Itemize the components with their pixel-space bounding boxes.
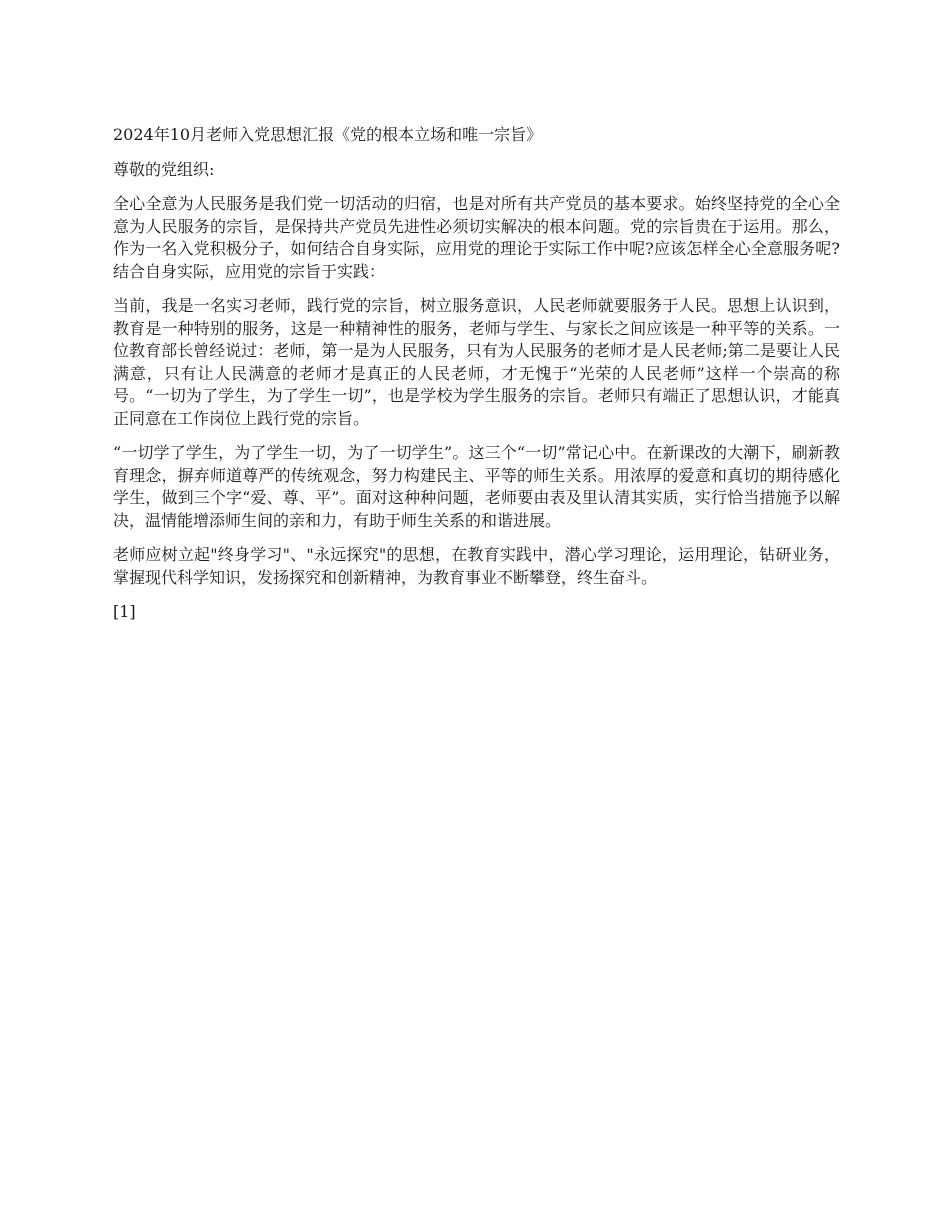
paragraph-3: “一切学了学生，为了学生一切，为了一切学生”。这三个“一切”常记心中。在新课改的大潮下，刷新教育理念，摒弃师道尊严的传统观念，努力构建民主、平等的师生关系。用浓厚的爱意和真切的期待感化学生，做到三个字“爱、尊、平”。面对这种种问题，老师要由表及里认清其实质，实行恰当措施予以解决，温情能增添师生间的亲和力，有助于师生关系的和谐进展。 xyxy=(113,443,840,530)
salutation: 尊敬的党组织: xyxy=(113,159,215,179)
paragraph-1: 全心全意为人民服务是我们党一切活动的归宿，也是对所有共产党员的基本要求。始终坚持党的全心全意为人民服务的宗旨，是保持共产党员先进性必须切实解决的根本问题。党的宗旨贵在于运用。那么，作为一名入党积极分子，如何结合自身实际，应用党的理论于实际工作中呢?应该怎样全心全意服务呢?结合自身实际，应用党的宗旨于实践： xyxy=(113,194,840,281)
footnote-reference: [1] xyxy=(113,602,136,621)
document-page xyxy=(113,124,840,636)
paragraph-2: 当前，我是一名实习老师，践行党的宗旨，树立服务意识，人民老师就要服务于人民。思想上认识到，教育是一种特别的服务，这是一种精神性的服务，老师与学生、与家长之间应该是一种平等的关系。一位教育部长曾经说过：老师，第一是为人民服务，只有为人民服务的老师才是人民老师;第二是要让人民满意，只有让人民满意的老师才是真正的人民老师，才无愧于“光荣的人民老师”这样一个崇高的称号。“一切为了学生，为了学生一切”，也是学校为学生服务的宗旨。老师只有端正了思想认识，才能真正同意在工作岗位上践行党的宗旨。 xyxy=(113,296,840,428)
paragraph-4: 老师应树立起"终身学习"、"永远探究"的思想，在教育实践中，潜心学习理论，运用理论，钻研业务，掌握现代科学知识，发扬探究和创新精神，为教育事业不断攀登，终生奋斗。 xyxy=(113,545,840,587)
document-title: 2024年10月老师入党思想汇报《党的根本立场和唯一宗旨》 xyxy=(113,125,543,144)
